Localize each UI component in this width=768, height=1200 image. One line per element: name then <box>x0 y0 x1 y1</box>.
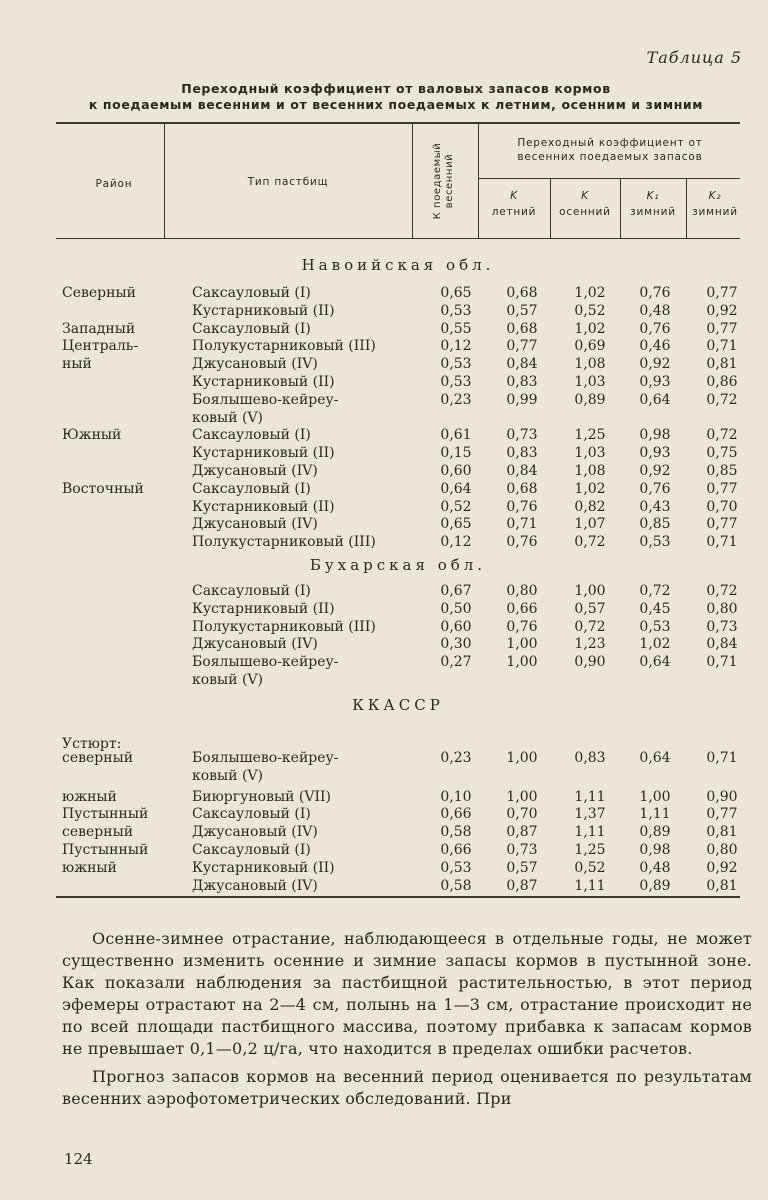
cell-value: 0,83 <box>506 445 538 462</box>
cell-value: 1,25 <box>574 427 606 444</box>
cell-pasture-type: Боялышево-кейреу- <box>192 391 339 408</box>
cell-value: 0,57 <box>506 859 538 876</box>
cell-value: 0,81 <box>706 824 738 841</box>
cell-value: 0,48 <box>639 859 671 876</box>
cell-pasture-type: Джусановый (IV) <box>192 824 318 841</box>
cell-region: Пустынный <box>62 842 149 858</box>
table-row <box>0 391 768 409</box>
cell-value: 0,93 <box>639 374 671 390</box>
table-row <box>0 749 768 767</box>
cell-value: 0,66 <box>440 806 472 823</box>
cell-region: ный <box>62 356 92 373</box>
cell-value: 1,11 <box>639 806 671 823</box>
cell-value: 0,92 <box>706 302 738 319</box>
header-bottom-rule <box>56 238 740 239</box>
cell-value: 0,77 <box>706 285 738 301</box>
cell-value: 0,84 <box>506 356 538 373</box>
cell-pasture-type: Саксауловый (I) <box>192 285 311 301</box>
cell-value: 0,77 <box>706 480 738 497</box>
cell-value: 0,89 <box>639 877 671 894</box>
cell-region: северный <box>62 750 134 766</box>
cell-value: 1,00 <box>506 750 538 766</box>
cell-value: 0,64 <box>440 480 472 497</box>
cell-value: 0,58 <box>440 877 472 894</box>
cell-value: 0,66 <box>440 842 472 858</box>
cell-value: 0,93 <box>639 445 671 462</box>
table-bottom-rule <box>56 896 740 898</box>
cell-value: 0,71 <box>706 654 738 671</box>
cell-pasture-type: Джусановый (IV) <box>192 636 318 653</box>
table-row <box>0 788 768 806</box>
cell-value: 0,67 <box>440 583 472 599</box>
cell-value: 1,37 <box>574 806 606 823</box>
cell-value: 0,72 <box>706 427 738 444</box>
cell-value: 0,85 <box>706 463 738 479</box>
cell-value: 0,66 <box>506 600 538 617</box>
header-divider <box>412 124 413 238</box>
cell-value: 1,02 <box>574 320 606 337</box>
cell-value: 0,70 <box>506 806 538 823</box>
cell-value: 0,76 <box>506 534 538 551</box>
cell-region: северный <box>62 824 134 841</box>
cell-value: 0,68 <box>506 320 538 337</box>
cell-pasture-type: Саксауловый (I) <box>192 583 311 599</box>
cell-value: 0,73 <box>506 427 538 444</box>
cell-pasture-type: Саксауловый (I) <box>192 842 311 858</box>
cell-value: 0,46 <box>639 338 671 355</box>
cell-value: 0,92 <box>639 463 671 479</box>
table-row <box>0 426 768 444</box>
cell-value: 0,53 <box>440 302 472 319</box>
table-row <box>0 337 768 355</box>
cell-pasture-type: Кустарниковый (II) <box>192 302 335 319</box>
table-title-line-2: к поедаемым весенним и от весенних поедаемых к летним, осенним и зимним <box>88 97 704 112</box>
section-title: ККАССР <box>352 696 444 714</box>
cell-value: 1,00 <box>639 788 671 805</box>
cell-pasture-type: Кустарниковый (II) <box>192 374 335 390</box>
cell-value: 0,92 <box>639 356 671 373</box>
table-row <box>0 841 768 859</box>
cell-value: 1,08 <box>574 356 606 373</box>
cell-value: 1,03 <box>574 445 606 462</box>
cell-value: 0,76 <box>639 480 671 497</box>
table-row <box>0 877 768 895</box>
cell-value: 0,72 <box>574 618 606 635</box>
cell-region: Западный <box>62 320 136 337</box>
cell-pasture-type: Полукустарниковый (III) <box>192 338 376 355</box>
table-row <box>0 533 768 551</box>
table-row <box>0 409 768 427</box>
cell-value: 0,76 <box>506 618 538 635</box>
cell-value: 1,00 <box>506 636 538 653</box>
cell-pasture-type: Саксауловый (I) <box>192 806 311 823</box>
cell-value: 0,81 <box>706 356 738 373</box>
cell-value: 1,08 <box>574 463 606 479</box>
cell-value: 1,00 <box>506 654 538 671</box>
cell-value: 1,02 <box>574 480 606 497</box>
cell-pasture-type: Боялышево-кейреу- <box>192 750 339 766</box>
cell-pasture-type: Полукустарниковый (III) <box>192 618 376 635</box>
header-k-summer-symbol: K <box>510 190 518 202</box>
cell-region: Пустынный <box>62 806 149 823</box>
cell-value: 0,73 <box>706 618 738 635</box>
cell-value: 0,85 <box>639 516 671 533</box>
header-k-autumn-symbol: K <box>581 190 589 202</box>
cell-value: 0,80 <box>706 842 738 858</box>
header-k-summer: летний <box>491 206 537 218</box>
cell-value: 0,10 <box>440 788 472 805</box>
cell-value: 0,30 <box>440 636 472 653</box>
header-k1-symbol: K₁ <box>646 190 660 202</box>
cell-value: 0,77 <box>706 806 738 823</box>
cell-value: 0,82 <box>574 498 606 515</box>
section-title: Навоийская обл. <box>301 256 495 274</box>
header-group-rule <box>478 178 740 179</box>
table-row <box>0 462 768 480</box>
cell-pasture-type: ковый (V) <box>192 409 264 426</box>
cell-value: 0,64 <box>639 391 671 408</box>
table-row <box>0 823 768 841</box>
cell-value: 0,60 <box>440 463 472 479</box>
table-row <box>0 618 768 636</box>
cell-pasture-type: Саксауловый (I) <box>192 427 311 444</box>
table-row <box>0 600 768 618</box>
table-row <box>0 635 768 653</box>
cell-value: 0,80 <box>506 583 538 599</box>
cell-value: 0,83 <box>506 374 538 390</box>
cell-pasture-type: Боялышево-кейреу- <box>192 654 339 671</box>
section-title: Бухарская обл. <box>309 556 487 574</box>
cell-pasture-type: Джусановый (IV) <box>192 356 318 373</box>
cell-value: 0,58 <box>440 824 472 841</box>
body-text <box>62 928 752 1110</box>
cell-pasture-type: Биюргуновый (VII) <box>192 788 332 805</box>
table-row <box>0 444 768 462</box>
cell-value: 1,07 <box>574 516 606 533</box>
header-k-spring: К поедаемый весенний <box>432 142 455 220</box>
cell-value: 0,77 <box>706 516 738 533</box>
cell-region: Северный <box>62 285 136 301</box>
table-row <box>0 284 768 302</box>
cell-value: 1,03 <box>574 374 606 390</box>
cell-value: 0,75 <box>706 445 738 462</box>
header-k-autumn: осенний <box>559 206 611 218</box>
cell-pasture-type: Джусановый (IV) <box>192 463 318 479</box>
cell-value: 0,89 <box>639 824 671 841</box>
paragraph-1: Осенне-зимнее отрастание, наблюдающееся в отдельные годы, не может существенно изменить осенние и зимние запасы кормов в пустынной зоне. Как показали наблюдения за пастбищной растительностью, в этот период эфемеры отрастают на 2—4 см, полынь на 1—3 см, отрастание происходит не по всей площади пастбищного массива, поэтому прибавка к запасам кормов не превышает 0,1—0,2 ц/га, что находится в пределах ошибки расчетов. <box>62 929 752 1058</box>
header-group: Переходный коэффициент от весенних поедаемых запасов <box>517 137 703 163</box>
cell-value: 1,02 <box>574 285 606 301</box>
cell-value: 0,53 <box>639 534 671 551</box>
table-row <box>0 302 768 320</box>
cell-value: 0,73 <box>506 842 538 858</box>
cell-value: 0,64 <box>639 654 671 671</box>
cell-pasture-type: Кустарниковый (II) <box>192 859 335 876</box>
header-k2-symbol: K₂ <box>708 190 722 202</box>
header-divider <box>478 124 479 238</box>
table-row <box>0 320 768 338</box>
table-row <box>0 859 768 877</box>
cell-value: 1,02 <box>639 636 671 653</box>
cell-value: 1,11 <box>574 824 606 841</box>
cell-value: 0,52 <box>574 302 606 319</box>
cell-value: 0,64 <box>639 750 671 766</box>
cell-value: 0,77 <box>506 338 538 355</box>
cell-value: 0,77 <box>706 320 738 337</box>
cell-value: 0,50 <box>440 600 472 617</box>
cell-value: 1,25 <box>574 842 606 858</box>
cell-pasture-type: Саксауловый (I) <box>192 480 311 497</box>
cell-value: 0,76 <box>639 320 671 337</box>
cell-value: 0,43 <box>639 498 671 515</box>
table-row <box>0 515 768 533</box>
cell-value: 0,92 <box>706 859 738 876</box>
header-region: Район <box>95 178 133 190</box>
cell-value: 0,71 <box>706 534 738 551</box>
cell-value: 0,65 <box>440 285 472 301</box>
cell-pasture-type: ковый (V) <box>192 672 264 688</box>
cell-value: 0,72 <box>706 391 738 408</box>
cell-region: Централь- <box>62 338 139 355</box>
cell-value: 1,23 <box>574 636 606 653</box>
cell-value: 0,27 <box>440 654 472 671</box>
cell-pasture-type: ковый (V) <box>192 767 264 784</box>
cell-value: 0,53 <box>440 356 472 373</box>
cell-value: 0,68 <box>506 480 538 497</box>
cell-pasture-type: Кустарниковый (II) <box>192 498 335 515</box>
cell-pasture-type: Полукустарниковый (III) <box>192 534 376 551</box>
table-row <box>0 671 768 689</box>
table-label: Таблица 5 <box>646 48 742 67</box>
cell-value: 0,89 <box>574 391 606 408</box>
cell-value: 0,52 <box>574 859 606 876</box>
cell-value: 0,84 <box>706 636 738 653</box>
cell-pasture-type: Джусановый (IV) <box>192 877 318 894</box>
cell-region: южный <box>62 859 117 876</box>
cell-value: 1,00 <box>506 788 538 805</box>
cell-region: Южный <box>62 427 122 444</box>
cell-value: 1,11 <box>574 788 606 805</box>
table-top-rule <box>56 122 740 124</box>
cell-pasture-type: Кустарниковый (II) <box>192 600 335 617</box>
cell-value: 0,84 <box>506 463 538 479</box>
cell-value: 0,72 <box>574 534 606 551</box>
cell-value: 0,52 <box>440 498 472 515</box>
cell-value: 0,98 <box>639 842 671 858</box>
cell-pasture-type: Джусановый (IV) <box>192 516 318 533</box>
header-k2-winter: зимний <box>692 206 738 218</box>
cell-value: 0,57 <box>506 302 538 319</box>
cell-value: 0,87 <box>506 824 538 841</box>
cell-region: Восточный <box>62 480 144 497</box>
cell-value: 0,60 <box>440 618 472 635</box>
cell-value: 0,83 <box>574 750 606 766</box>
cell-value: 0,71 <box>706 338 738 355</box>
table-row <box>0 653 768 671</box>
cell-value: 0,45 <box>639 600 671 617</box>
cell-value: 0,23 <box>440 391 472 408</box>
cell-value: 1,00 <box>574 583 606 599</box>
cell-value: 0,55 <box>440 320 472 337</box>
paragraph-2: Прогноз запасов кормов на весенний период оценивается по результатам весенних аэрофотометрических обследований. При <box>62 1067 752 1108</box>
page-number: 124 <box>64 1150 93 1168</box>
header-pasture-type: Тип пастбищ <box>247 176 329 188</box>
cell-value: 0,70 <box>706 498 738 515</box>
table-row <box>0 582 768 600</box>
cell-value: 0,65 <box>440 516 472 533</box>
cell-value: 0,99 <box>506 391 538 408</box>
cell-value: 0,69 <box>574 338 606 355</box>
cell-value: 0,90 <box>574 654 606 671</box>
cell-value: 0,90 <box>706 788 738 805</box>
cell-value: 0,98 <box>639 427 671 444</box>
header-k1-winter: зимний <box>630 206 676 218</box>
cell-value: 0,68 <box>506 285 538 301</box>
cell-value: 0,53 <box>440 374 472 390</box>
cell-value: 0,53 <box>639 618 671 635</box>
cell-value: 0,71 <box>506 516 538 533</box>
cell-value: 0,72 <box>706 583 738 599</box>
cell-value: 0,53 <box>440 859 472 876</box>
cell-value: 0,48 <box>639 302 671 319</box>
cell-value: 0,72 <box>639 583 671 599</box>
cell-value: 0,61 <box>440 427 472 444</box>
cell-value: 0,76 <box>506 498 538 515</box>
cell-value: 0,71 <box>706 750 738 766</box>
cell-region: южный <box>62 788 117 805</box>
cell-value: 0,87 <box>506 877 538 894</box>
cell-pasture-type: Кустарниковый (II) <box>192 445 335 462</box>
table-row <box>0 767 768 785</box>
cell-value: 0,86 <box>706 374 738 390</box>
cell-value: 0,12 <box>440 338 472 355</box>
table-row <box>0 805 768 823</box>
cell-value: 0,81 <box>706 877 738 894</box>
cell-value: 0,15 <box>440 445 472 462</box>
cell-value: 0,12 <box>440 534 472 551</box>
cell-value: 0,57 <box>574 600 606 617</box>
table-row <box>0 498 768 516</box>
table-row <box>0 373 768 391</box>
cell-value: 0,23 <box>440 750 472 766</box>
cell-value: 1,11 <box>574 877 606 894</box>
cell-region: Устюрт: <box>62 736 122 752</box>
table-row <box>0 355 768 373</box>
table-title-line-1: Переходный коэффициент от валовых запасов кормов <box>181 81 611 96</box>
cell-value: 0,80 <box>706 600 738 617</box>
cell-value: 0,76 <box>639 285 671 301</box>
cell-pasture-type: Саксауловый (I) <box>192 320 311 337</box>
table-row <box>0 480 768 498</box>
